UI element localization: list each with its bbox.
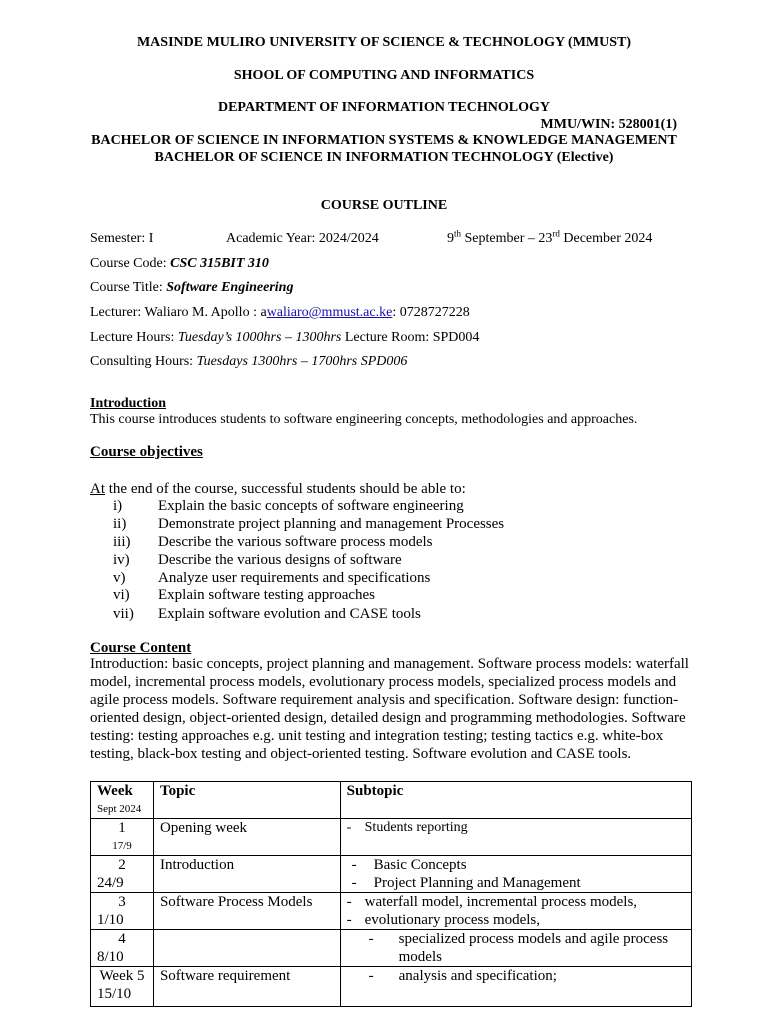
program-title-1: BACHELOR OF SCIENCE IN INFORMATION SYSTEMS & KNOWLEDGE MANAGEMENT: [91, 133, 677, 148]
semester-dates: [447, 228, 653, 247]
subtopic-item: specialized process models and agile process: [398, 931, 669, 947]
objective-text: Analyze user requirements and specifications: [158, 570, 431, 586]
table-row: [91, 930, 692, 967]
objective-text: Explain software evolution and CASE tools: [158, 606, 421, 622]
week-date: 1/10: [97, 912, 124, 928]
objectives-lead-text: the end of the course, successful students should be able to:: [105, 481, 466, 497]
header-week-sub: Sept 2024: [97, 803, 142, 815]
subtopic-cell: - specialized process models and agile process models: [340, 930, 691, 967]
course-title-line: [90, 280, 293, 296]
week-cell: [91, 819, 154, 856]
table-row: [91, 856, 692, 893]
lecturer-phone: : 0728727228: [392, 305, 470, 320]
week-cell: [91, 930, 154, 967]
subtopic-cell: - Students reporting: [340, 819, 691, 856]
table-row: [91, 967, 692, 1007]
lecture-hours: Tuesday’s 1000hrs – 1300hrs: [177, 330, 342, 345]
course-code-line: [90, 256, 269, 272]
objective-text: Describe the various designs of software: [158, 552, 402, 568]
date-start-day: 9: [447, 231, 454, 246]
objective-number: ii): [113, 516, 127, 532]
header-week-label: Week: [97, 783, 133, 799]
date-middle: September – 23: [461, 231, 553, 246]
content-text: Introduction: basic concepts, project planning and management. Software process models: waterfall model, incremental process models, evolutionary process models, specialized process models and agile process models. Software requirement analysis and specification. Software design: function-oriented design, object-oriented design, detailed design and programming methodologies. Software testing: testing approaches e.g. unit testing and integration testing; testing tactics e.g. white-box testing, black-box testing and object-oriented testing. Software evolution and CASE tools.: [90, 656, 689, 762]
table-row: [91, 893, 692, 930]
topic-cell: Software Process Models: [153, 893, 340, 930]
subtopic-item: analysis and specification;: [398, 968, 557, 984]
subtopic-item: Basic Concepts: [373, 857, 467, 873]
week-number: 2: [118, 857, 126, 873]
subtopic-item: Project Planning and Management: [373, 875, 581, 891]
subtopic-cell: - Basic Concepts - Project Planning and Management: [340, 856, 691, 893]
week-number: 1: [118, 820, 126, 836]
subtopic-cell: - waterfall model, incremental process models, - evolutionary process models,: [340, 893, 691, 930]
objective-text: Explain the basic concepts of software engineering: [158, 498, 464, 514]
week-date: 17/9: [112, 840, 132, 852]
header-subtopic: Subtopic: [340, 782, 691, 819]
school-name: SHOOL OF COMPUTING AND INFORMATICS: [233, 68, 535, 83]
lecturer-email-link[interactable]: waliaro@mmust.ac.ke: [266, 305, 393, 320]
lecturer-line: [90, 305, 470, 321]
objective-text: Describe the various software process models: [158, 534, 433, 550]
course-title-label: Course Title:: [90, 280, 167, 295]
table-row: [91, 819, 692, 856]
date-end: December 2024: [559, 231, 653, 246]
objective-text: Demonstrate project planning and management Processes: [158, 516, 505, 532]
objectives-lead: [90, 481, 466, 498]
consulting-hours-line: [90, 354, 407, 370]
consulting-hours: Tuesdays 1300hrs – 1700hrs SPD006: [196, 354, 408, 369]
week-number: Week 5: [99, 968, 145, 984]
topic-cell: [153, 930, 340, 967]
subtopic-item: Students reporting: [364, 820, 468, 835]
subtopic-item: waterfall model, incremental process models,: [364, 894, 638, 910]
program-title-2: BACHELOR OF SCIENCE IN INFORMATION TECHNOLOGY (Elective): [154, 150, 614, 165]
lecture-hours-line: [90, 330, 479, 346]
introduction-heading: Introduction: [90, 396, 166, 411]
header-topic: Topic: [153, 782, 340, 819]
subtopic-cell: - analysis and specification;: [340, 967, 691, 1007]
semester: Semester: I: [90, 231, 154, 246]
date-start-suffix: th: [454, 228, 462, 239]
date-end-suffix: rd: [552, 228, 560, 239]
schedule-table: [90, 781, 692, 1007]
week-cell: [91, 967, 154, 1007]
document-reference: MMU/WIN: 528001(1): [540, 117, 677, 132]
lecture-room: Lecture Room: SPD004: [341, 330, 480, 345]
objective-number: iv): [113, 552, 130, 568]
objective-number: iii): [113, 534, 131, 550]
objective-number: v): [113, 570, 126, 586]
objectives-heading: Course objectives: [90, 444, 203, 460]
university-name: MASINDE MULIRO UNIVERSITY OF SCIENCE & TECHNOLOGY (MMUST): [136, 35, 632, 50]
lecture-hours-label: Lecture Hours:: [90, 330, 178, 345]
objective-text: Explain software testing approaches: [158, 587, 376, 603]
content-heading: Course Content: [90, 640, 192, 656]
week-cell: [91, 856, 154, 893]
introduction-text: This course introduces students to software engineering concepts, methodologies and approaches.: [90, 412, 638, 427]
topic-cell: Software requirement: [153, 967, 340, 1007]
subtopic-item: evolutionary process models,: [364, 912, 541, 928]
week-date: 24/9: [97, 875, 124, 891]
week-cell: [91, 893, 154, 930]
course-title: Software Engineering: [166, 280, 294, 295]
week-number: 3: [118, 894, 126, 910]
topic-cell: Opening week: [153, 819, 340, 856]
objective-number: i): [113, 498, 123, 514]
week-number: 4: [118, 931, 126, 947]
week-date: 8/10: [97, 949, 124, 965]
objective-number: vi): [113, 587, 130, 603]
course-code: CSC 315BIT 310: [170, 256, 269, 271]
consulting-label: Consulting Hours:: [90, 354, 197, 369]
header-week: [91, 782, 154, 819]
department-name: DEPARTMENT OF INFORMATION TECHNOLOGY: [217, 100, 551, 115]
academic-year: Academic Year: 2024/2024: [226, 231, 379, 246]
objectives-lead-at: At: [90, 481, 105, 497]
objective-number: vii): [113, 606, 134, 622]
course-code-label: Course Code:: [90, 256, 171, 271]
lecturer-label: Lecturer: Waliaro M. Apollo : a: [90, 305, 267, 320]
week-date: 15/10: [97, 986, 132, 1002]
table-header-row: [91, 782, 692, 819]
document-title: COURSE OUTLINE: [320, 198, 448, 213]
subtopic-item: models: [398, 949, 442, 965]
topic-cell: Introduction: [153, 856, 340, 893]
